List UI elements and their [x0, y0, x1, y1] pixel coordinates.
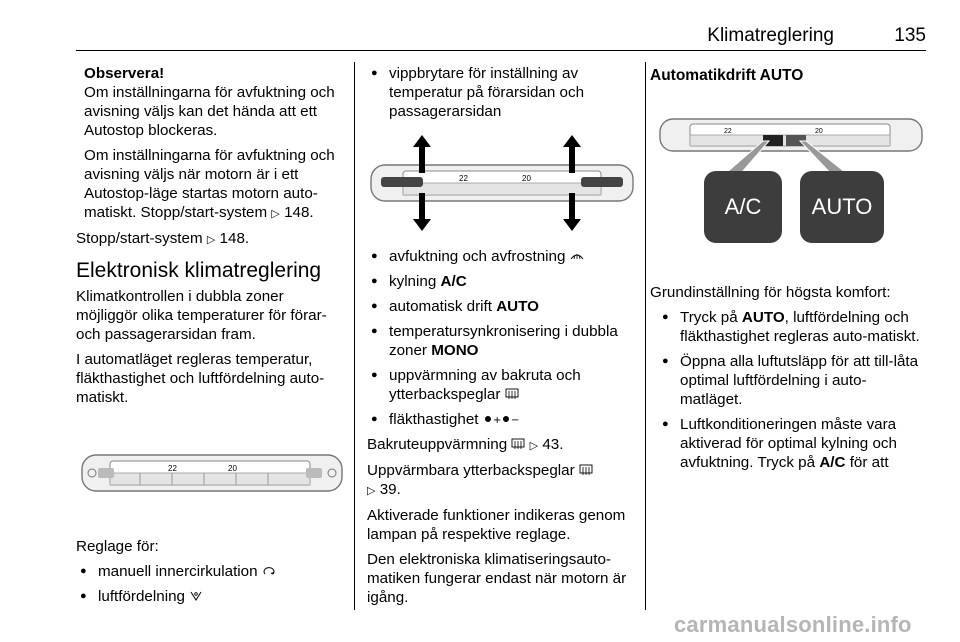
header-rule: [76, 50, 926, 51]
paragraph: Den elektroniska klimatiseringsauto-matiken fungerar endast när motorn är igång.: [367, 551, 627, 606]
list-item: ● automatisk drift AUTO: [367, 297, 637, 316]
paragraph: Uppvärmbara ytterbackspeglar ▷ 39.: [367, 461, 637, 500]
list-item: ● vippbrytare för inställning av temperatur på förarsidan och passagerarsidan: [367, 64, 637, 121]
page-ref-icon: ▷: [271, 207, 280, 220]
column-1: [76, 64, 348, 612]
passenger-temp-switch: [581, 177, 623, 187]
list-item: ● Luftkonditioneringen måste vara aktiverad för optimal kylning och avfuktning. Tryck på A/C för att: [658, 415, 928, 472]
svg-text:+: +: [492, 415, 502, 425]
driver-temp-switch: [381, 177, 423, 187]
paragraph: I automatläget regleras temperatur, fläkthastighet och luftfördelning auto-matiskt.: [76, 351, 325, 406]
reference-paragraph: Stopp/start-system ▷ 148.: [76, 230, 250, 247]
defrost-icon: [570, 250, 584, 262]
page-number: 135: [894, 25, 926, 46]
list-item: ● avfuktning och avfrostning: [367, 247, 637, 266]
list-item: ● fläkthastighet + −: [367, 410, 637, 429]
note-paragraph: Om inställningarna för avfuktning och avisning väljs när motorn är i ett Autostop-läge startas motorn auto-matiskt. Stopp/start-system ▷ 148.: [84, 147, 335, 221]
section-heading: Automatikdrift AUTO: [650, 67, 804, 84]
page-ref-icon: ▷: [529, 439, 539, 452]
column-3: [650, 64, 928, 478]
controls-list-continued: [367, 64, 637, 121]
list-item: ● temperatursynkronisering i dubbla zoner MONO: [367, 322, 637, 360]
left-temp-display: 22: [168, 464, 177, 473]
auto-mode-figure: [650, 115, 928, 265]
controls-list: [76, 562, 348, 606]
list-item: ● kylning A/C: [367, 272, 637, 291]
svg-text:−: −: [510, 415, 519, 425]
svg-text:22: 22: [459, 174, 468, 183]
temperature-switch-figure: [367, 135, 637, 237]
paragraph: Bakruteuppvärmning ▷ 43.: [367, 436, 564, 453]
section-heading: Elektronisk klimatreglering: [76, 259, 322, 282]
column-divider: [354, 62, 355, 610]
list-item: ● luftfördelning: [76, 587, 348, 606]
column-2: [367, 64, 637, 613]
list-item: ● uppvärmning av bakruta och ytterbackspeglar: [367, 366, 637, 404]
rear-window-heat-icon: [505, 388, 519, 400]
header-title: Klimatreglering: [707, 25, 834, 46]
recirculation-icon: [262, 565, 276, 577]
watermark: carmanualsonline.info: [674, 612, 912, 637]
page-ref-icon: ▷: [367, 484, 376, 497]
page-header: [76, 22, 926, 50]
svg-text:20: 20: [522, 174, 531, 183]
svg-text:22: 22: [724, 128, 732, 135]
note-title: Observera!: [84, 65, 165, 82]
note-box: [76, 64, 348, 223]
column-divider: [645, 62, 646, 610]
controls-label: Reglage för:: [76, 538, 159, 555]
paragraph: Klimatkontrollen i dubbla zoner möjliggör olika temperaturer för förar- och passagerarsidan fram.: [76, 288, 327, 343]
mirror-heat-icon: [579, 464, 593, 476]
comfort-list: [658, 308, 928, 472]
air-distribution-icon: [189, 590, 203, 602]
paragraph: Grundinställning för högsta komfort:: [650, 284, 891, 301]
fan-speed-icon: [483, 413, 519, 425]
auto-label: AUTO: [811, 194, 873, 219]
list-item: ● Öppna alla luftutsläpp för att till-låta optimal luftfördelning i auto-matläget.: [658, 352, 928, 409]
list-item: ● manuell innercirkulation: [76, 562, 348, 581]
svg-text:20: 20: [815, 128, 823, 135]
function-list: [367, 247, 637, 429]
ac-label: A/C: [724, 194, 762, 219]
rear-window-heat-icon: [511, 438, 525, 450]
right-temp-display: 20: [228, 464, 237, 473]
paragraph: Aktiverade funktioner indikeras genom lampan på respektive reglage.: [367, 507, 626, 543]
note-paragraph: Om inställningarna för avfuktning och avisning väljs kan det hända att ett Autostop blockeras.: [84, 84, 335, 139]
climate-panel-figure: [76, 413, 348, 531]
list-item: ● Tryck på AUTO, luftfördelning och fläkthastighet regleras auto-matiskt.: [658, 308, 928, 346]
page-ref-icon: ▷: [206, 233, 216, 246]
